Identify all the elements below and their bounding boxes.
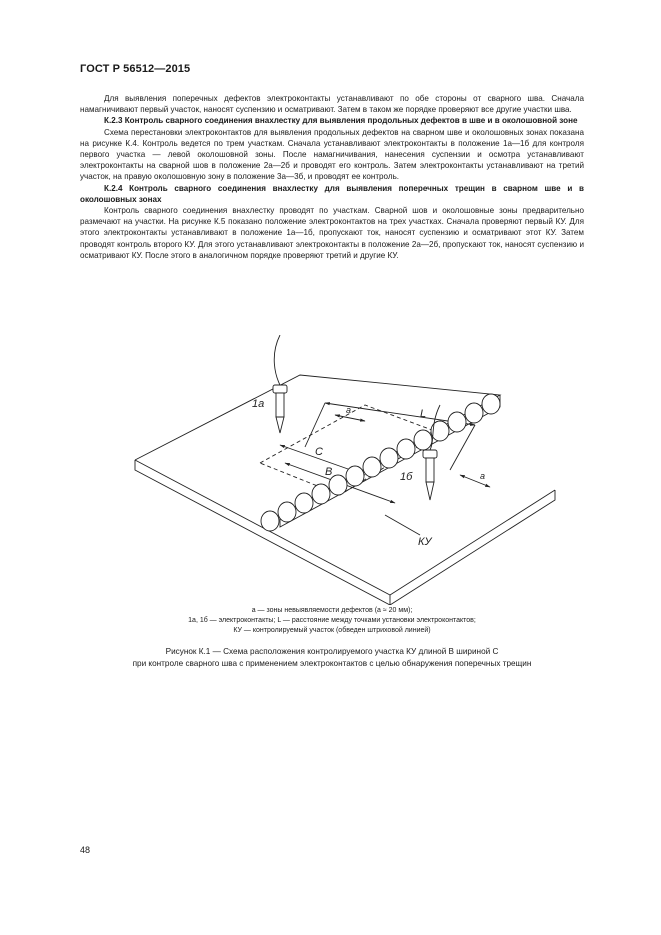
label-dim-a-top: а bbox=[346, 405, 352, 415]
figure-legend bbox=[80, 606, 584, 636]
page-number: 48 bbox=[80, 845, 91, 855]
paragraph: Контроль сварного соединения внахлестку проводят по участкам. Сварной шов и околошовные зоны предварительно размечают на участки. На рисунке К.5 показано положение электроконтактов на трех участках. Сначала проверяют первый КУ. Для этого электроконтакты устанавливают в положение 1а—1б, пропускают ток, наносят суспензию и осматривают этот КУ. Затем проводят контроль второго КУ. Для этого устанавливают электроконтакты в положение 2а—2б, пропускают ток, наносят суспензию и осматривают КУ. После этого в аналогичном порядке проверяют третий и другие КУ. bbox=[80, 206, 584, 260]
weld-diagram bbox=[130, 335, 560, 605]
section-heading: К.2.4 Контроль сварного соединения внахлестку для выявления поперечных трещин в сварном шве и в околошовных зонах bbox=[80, 183, 584, 204]
section-heading: К.2.3 Контроль сварного соединения внахлестку для выявления продольных дефектов в шве и в околошовной зоне bbox=[104, 116, 578, 126]
label-dim-L: L bbox=[420, 408, 427, 420]
label-ku: КУ bbox=[418, 536, 432, 548]
paragraph: Схема перестановки электроконтактов для выявления продольных дефектов на сварном шве и околошовных зонах показана на рисунке К.4. Контроль ведется по трем участкам. Сначала устанавливают электроконтакты в положение 1а—1б для контроля первого участка — левой околошовной зоны. После намагничивания, нанесения суспензии и осмотра устанавливают электроконтакты на сварной шов в положение 2а—2б и проводят его контроль. Затем электроконтакты устанавливают на третий участок, на правую околошовную зону в положение 3а—3б, и проводят ее контроль. bbox=[80, 127, 584, 182]
body-text bbox=[80, 93, 584, 261]
label-dim-a-right: а bbox=[480, 471, 486, 481]
extension-line bbox=[305, 403, 325, 447]
document-header: ГОСТ Р 56512—2015 bbox=[80, 63, 191, 75]
electrode-1a bbox=[273, 335, 287, 433]
dim-line-a-right bbox=[460, 475, 490, 487]
paragraph: Для выявления поперечных дефектов электроконтакты устанавливают по обе стороны от сварного шва. Сначала намагничивают первый участок, наносят суспензию и осматривают. Затем в таком же порядке проверяют все другие участки шва. bbox=[80, 94, 584, 115]
dim-line-a-top bbox=[335, 415, 365, 421]
bottom-plate-side bbox=[390, 490, 555, 605]
caption-line: Рисунок К.1 — Схема расположения контролируемого участка КУ длиной B шириной C bbox=[165, 647, 499, 656]
label-dim-C: C bbox=[315, 446, 323, 458]
legend-line: 1а, 1б — электроконтакты; L — расстояние между точками установки электроконтактов; bbox=[188, 617, 476, 624]
caption-line: при контроле сварного шва с применением электроконтактов с целью обнаружения поперечных трещин bbox=[132, 658, 532, 668]
figure-caption bbox=[80, 646, 584, 669]
legend-line: КУ — контролируемый участок (обведен штриховой линией) bbox=[233, 627, 431, 634]
label-dim-B: B bbox=[325, 466, 333, 478]
ku-leader bbox=[385, 515, 420, 535]
label-electrode-1a: 1а bbox=[252, 398, 265, 410]
legend-line: а — зоны невыявляемости дефектов (а ≈ 20 мм); bbox=[251, 607, 413, 614]
label-electrode-1b: 1б bbox=[400, 471, 413, 483]
